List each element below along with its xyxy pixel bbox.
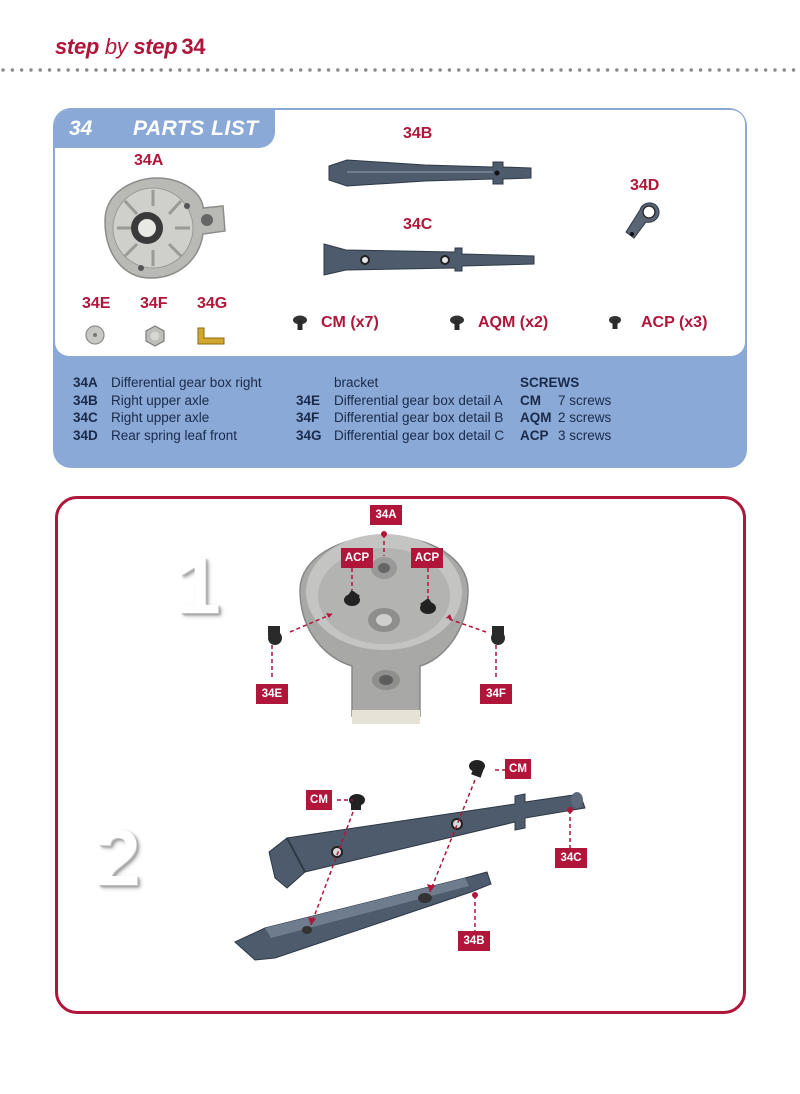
header-step: step bbox=[55, 34, 100, 59]
detail-c-34g-image bbox=[194, 324, 228, 348]
legend-row-cm: CM 7 screws bbox=[520, 392, 612, 408]
step-2-tag-cm-left: CM bbox=[306, 790, 332, 810]
upper-axle-34b-image bbox=[325, 152, 537, 192]
part-label-34a: 34A bbox=[134, 152, 164, 169]
part-label-34c: 34C bbox=[403, 216, 433, 233]
legend-row-continuation: bracket bbox=[334, 375, 379, 390]
dotted-divider bbox=[0, 67, 800, 73]
screw-aqm-icon bbox=[447, 313, 467, 333]
legend-row-34c: 34C Right upper axle bbox=[73, 410, 210, 425]
screw-label-aqm: AQM (x2) bbox=[478, 314, 549, 331]
part-label-34b: 34B bbox=[403, 125, 433, 142]
legend-row-34f: 34F Differential gear box detail B bbox=[296, 410, 504, 425]
header-step-2: step bbox=[133, 34, 178, 59]
step-1-tag-34f: 34F bbox=[480, 684, 512, 704]
step-2-tag-cm-right: CM bbox=[505, 759, 531, 779]
legend-row-34a: 34A Differential gear box right bbox=[73, 375, 262, 390]
legend-row-34e: 34E Differential gear box detail A bbox=[296, 392, 503, 408]
step-2-number: 2 bbox=[96, 813, 141, 902]
step-1-illustration bbox=[260, 520, 530, 740]
screw-label-cm: CM (x7) bbox=[321, 314, 379, 331]
legend-row-34g: 34G Differential gear box detail C bbox=[296, 427, 505, 443]
step-1-tag-acp-left: ACP bbox=[341, 548, 373, 568]
legend-column-2 bbox=[296, 374, 504, 444]
gearbox-housing-34a-image bbox=[95, 176, 230, 284]
detail-a-34e-image bbox=[84, 324, 106, 346]
step-1-tag-34a: 34A bbox=[370, 505, 402, 525]
step-1-tag-acp-right: ACP bbox=[411, 548, 443, 568]
legend-screws-heading: SCREWS bbox=[520, 375, 580, 390]
part-label-34e: 34E bbox=[82, 295, 111, 312]
legend-screws bbox=[520, 374, 611, 444]
legend-row-aqm: AQM 2 screws bbox=[520, 410, 612, 425]
step-2-tag-34c: 34C bbox=[555, 848, 587, 868]
part-label-34f: 34F bbox=[140, 295, 168, 312]
header-number: 34 bbox=[181, 34, 206, 59]
step-1-number: 1 bbox=[176, 541, 221, 630]
step-2-illustration bbox=[225, 760, 595, 975]
legend-row-acp: ACP 3 screws bbox=[520, 427, 612, 443]
parts-tab-number: 34 bbox=[69, 117, 93, 140]
legend-row-34b: 34B Right upper axle bbox=[73, 392, 210, 408]
header-by: by bbox=[104, 34, 128, 59]
legend-column-1 bbox=[73, 374, 262, 444]
screw-cm-icon bbox=[290, 313, 310, 333]
step-2-tag-34b: 34B bbox=[458, 931, 490, 951]
part-label-34d: 34D bbox=[630, 177, 660, 194]
legend-row-34d: 34D Rear spring leaf front bbox=[73, 427, 238, 443]
upper-axle-34c-image bbox=[320, 238, 538, 278]
part-label-34g: 34G bbox=[197, 295, 228, 312]
detail-b-34f-image bbox=[143, 324, 167, 348]
spring-bracket-34d-image bbox=[620, 196, 662, 242]
parts-tab-title: PARTS LIST bbox=[133, 117, 259, 140]
parts-list-tab bbox=[55, 110, 275, 148]
step-1-tag-34e: 34E bbox=[256, 684, 288, 704]
screw-acp-icon bbox=[605, 313, 625, 333]
page-header bbox=[55, 34, 205, 60]
screw-label-acp: ACP (x3) bbox=[641, 314, 708, 331]
